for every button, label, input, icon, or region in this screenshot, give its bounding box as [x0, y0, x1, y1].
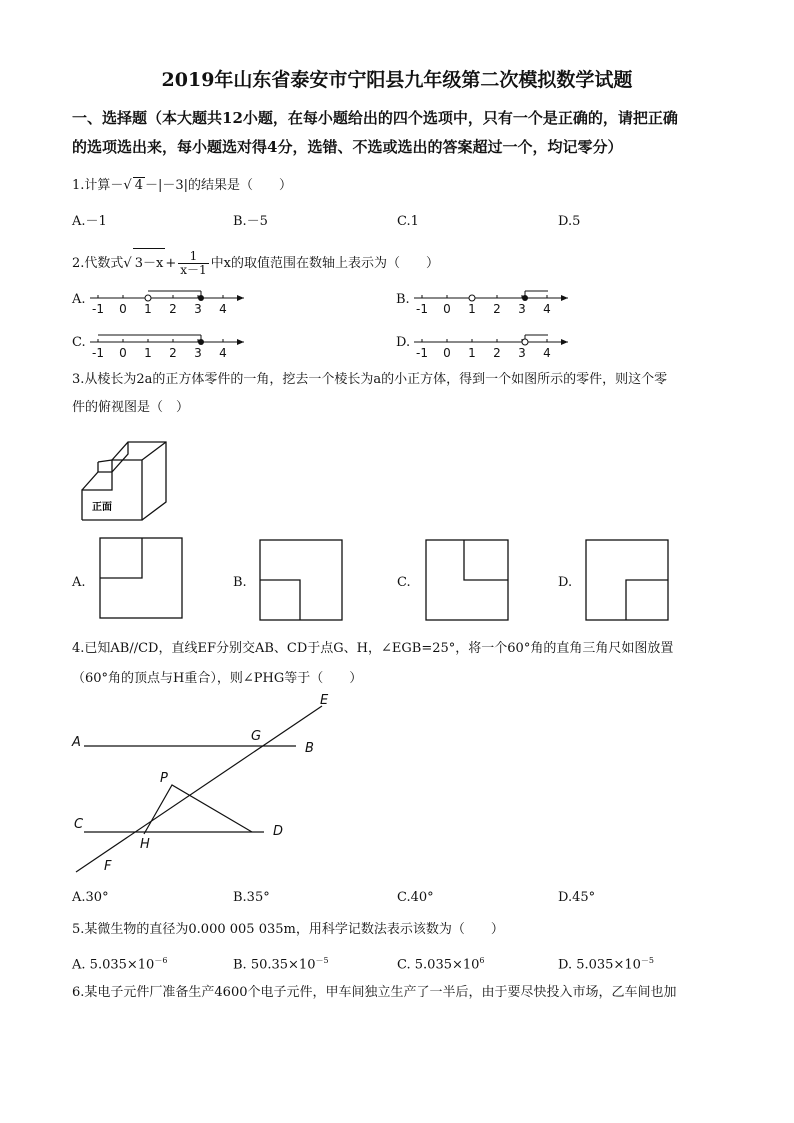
- q5-option-b[interactable]: [233, 953, 329, 973]
- q4-option-b[interactable]: B.35°: [233, 890, 270, 905]
- q2-option-a-letter[interactable]: A.: [72, 292, 86, 307]
- number-line-a[interactable]: [88, 284, 248, 316]
- question-2: [72, 248, 439, 279]
- q3-option-d-figure[interactable]: [584, 538, 670, 622]
- axis-tick-label: 0: [443, 302, 451, 316]
- axis-tick-label: -1: [92, 346, 104, 360]
- axis-tick-label: -1: [416, 346, 428, 360]
- number-line-c[interactable]: [88, 328, 248, 360]
- q5-option-c-letter: C.: [397, 957, 411, 973]
- q2-fraction: [178, 250, 208, 277]
- question-3-line1: 3.从棱长为2a的正方体零件的一角，挖去一个棱长为a的小正方体，得到一个如图所示的零件，则这个零: [72, 372, 668, 387]
- q2-prefix: 2.代数式: [72, 256, 124, 271]
- q1-prefix: 1.计算－: [72, 178, 124, 193]
- axis-tick-label: 4: [543, 346, 551, 360]
- q1-sqrt-arg: 4: [134, 178, 143, 193]
- axis-tick-label: -1: [92, 302, 104, 316]
- q5-option-a[interactable]: [72, 953, 167, 973]
- axis-tick-label: 0: [119, 302, 127, 316]
- axis-arrow-icon: [561, 295, 568, 301]
- q1-option-d[interactable]: D.5: [558, 214, 581, 229]
- axis-tick-label: 3: [518, 302, 526, 316]
- question-4-line1: 4.已知AB//CD，直线EF分别交AB、CD于点G、H，∠EGB=25°，将一个60°角的直角三角尺如图放置: [72, 641, 674, 656]
- question-6: 6.某电子元件厂准备生产4600个电子元件，甲车间独立生产了一半后，由于要尽快投入市场，乙车间也加: [72, 985, 677, 1000]
- q2-option-b-letter[interactable]: B.: [396, 292, 410, 307]
- q4-option-d[interactable]: D.45°: [558, 890, 596, 905]
- axis-tick-label: 3: [194, 346, 202, 360]
- q4-option-c[interactable]: C.40°: [397, 890, 434, 905]
- axis-arrow-icon: [561, 339, 568, 345]
- q5-option-d-exp: －5: [640, 956, 654, 965]
- number-line-b[interactable]: [412, 284, 572, 316]
- label-a: A: [72, 735, 81, 750]
- q2-frac-num: 1: [178, 250, 208, 264]
- q2-plus: +: [165, 256, 177, 271]
- label-f: F: [104, 859, 112, 874]
- sqrt-symbol: √: [123, 256, 132, 271]
- question-4-line2: （60°角的顶点与H重合），则∠PHG等于（ ）: [72, 671, 363, 686]
- axis-tick-label: 2: [169, 302, 177, 316]
- q5-option-a-base: 5.035×10: [89, 957, 155, 973]
- q2-suffix: 中x的取值范围在数轴上表示为（ ）: [210, 256, 439, 271]
- q5-option-b-base: 50.35×10: [250, 957, 316, 973]
- axis-arrow-icon: [237, 339, 244, 345]
- page-title: 2019年山东省泰安市宁阳县九年级第二次模拟数学试题: [161, 69, 633, 91]
- axis-tick-label: 2: [493, 346, 501, 360]
- label-d: D: [273, 824, 284, 839]
- axis-tick-label: 4: [219, 302, 227, 316]
- q3-option-c-letter[interactable]: C.: [397, 575, 411, 590]
- label-p: P: [160, 771, 168, 786]
- axis-tick-label: 4: [219, 346, 227, 360]
- q5-option-b-exp: －5: [315, 956, 329, 965]
- label-g: G: [251, 729, 262, 744]
- label-c: C: [74, 817, 84, 832]
- axis-tick-label: 1: [468, 302, 476, 316]
- axis-arrow-icon: [237, 295, 244, 301]
- q2-sqrt-arg: 3－x: [133, 248, 166, 279]
- q1-suffix: －|－3|的结果是（ ）: [144, 178, 293, 193]
- q1-option-b[interactable]: B.－5: [233, 214, 268, 229]
- number-line-d[interactable]: [412, 328, 572, 360]
- axis-tick-label: 3: [518, 346, 526, 360]
- q5-option-c-exp: 6: [479, 956, 485, 965]
- q4-option-a[interactable]: A.30°: [72, 890, 109, 905]
- question-5: 5.某微生物的直径为0.000 005 035m，用科学记数法表示该数为（ ）: [72, 922, 504, 937]
- parallel-lines-figure: [64, 692, 354, 878]
- q1-option-a[interactable]: A.－1: [72, 214, 107, 229]
- axis-tick-label: -1: [416, 302, 428, 316]
- label-e: E: [320, 693, 329, 708]
- q3-option-d-letter[interactable]: D.: [558, 575, 573, 590]
- section-header-line1: 一、选择题（本大题共12小题，在每小题给出的四个选项中，只有一个是正确的，请把正确: [72, 109, 678, 127]
- sqrt-symbol: √: [123, 178, 132, 193]
- q5-option-c-base: 5.035×10: [414, 957, 480, 973]
- question-1: [72, 177, 292, 194]
- axis-tick-label: 2: [493, 302, 501, 316]
- axis-tick-label: 1: [144, 302, 152, 316]
- axis-tick-label: 1: [144, 346, 152, 360]
- q2-option-d-letter[interactable]: D.: [396, 335, 411, 350]
- q5-option-a-letter: A.: [72, 957, 86, 973]
- axis-tick-label: 2: [169, 346, 177, 360]
- axis-tick-label: 0: [119, 346, 127, 360]
- cube-figure: [78, 432, 186, 524]
- axis-tick-label: 0: [443, 346, 451, 360]
- question-3-line2: 件的俯视图是（ ）: [72, 400, 190, 415]
- q5-option-d[interactable]: [558, 953, 654, 973]
- q3-option-c-figure[interactable]: [424, 538, 510, 622]
- q2-option-c-letter[interactable]: C.: [72, 335, 86, 350]
- q3-option-a-figure[interactable]: [98, 536, 184, 620]
- label-h: H: [140, 837, 150, 852]
- axis-tick-label: 1: [468, 346, 476, 360]
- q5-option-d-letter: D.: [558, 957, 573, 973]
- label-b: B: [305, 741, 314, 756]
- q5-option-b-letter: B.: [233, 957, 247, 973]
- q3-option-b-figure[interactable]: [258, 538, 344, 622]
- q2-frac-den: x－1: [180, 263, 207, 277]
- q1-option-c[interactable]: C.1: [397, 214, 419, 229]
- q3-option-b-letter[interactable]: B.: [233, 575, 247, 590]
- section-header-line2: 的选项选出来，每小题选对得4分，选错、不选或选出的答案超过一个，均记零分）: [72, 138, 623, 156]
- axis-tick-label: 3: [194, 302, 202, 316]
- front-label: 正面: [92, 502, 112, 513]
- q3-option-a-letter[interactable]: A.: [72, 575, 86, 590]
- q5-option-a-exp: －6: [154, 956, 168, 965]
- axis-tick-label: 4: [543, 302, 551, 316]
- q5-option-d-base: 5.035×10: [576, 957, 641, 973]
- q5-option-c[interactable]: [397, 953, 485, 973]
